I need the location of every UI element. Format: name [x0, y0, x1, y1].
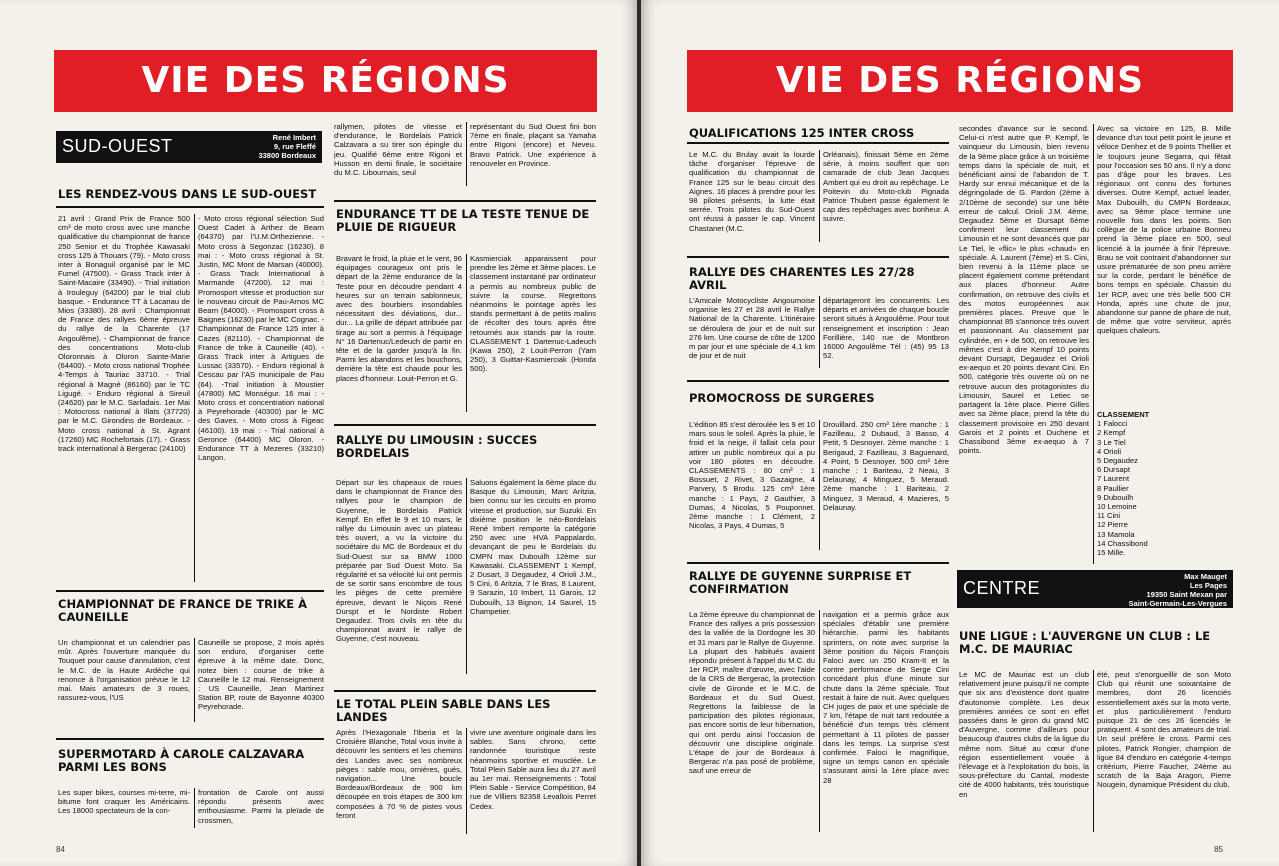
article-charentes-col1: L'Amicale Motocycliste Angoumoise organise les 27 et 28 avril le Rallye National de la Charente. L'itinéraire se déroulera de jour et de nuit sur 276 km. Une course de côte de 1200 m par jour et une spéciale de 4,1 km de jour et de nuit	[689, 296, 815, 361]
divider	[334, 690, 596, 692]
article-promocross-col1: L'édition 85 s'est déroulée les 9 et 10 mars sous le soleil. Après la pluie, le froid et la neige, il fallait cela pour attirer un public nombreux qui a pu voir 180 pilotes en découdre. CLASSEMENTS : 80 cm³ : 1 Bossuet, 2 Rivet, 3 Gazaigne, 4 Parvery, 5 Brodu. 125 cm³ 1ère manche : 1 Pays, 2 Gauthier, 3 Dumas, 4 Nicolas, 5 Pouponnet. 2ème manche : 1 Clément, 2 Nicolas, 3 Pays, 4 Dumas, 5	[689, 420, 815, 531]
divider	[334, 200, 596, 202]
column-rule	[466, 478, 467, 674]
column-rule	[194, 788, 195, 828]
article-sable-col1: Après l'Hexagonale l'Iberia et la Croisière Blanche, Total vous invite à découvrir les sentiers et les chemins des Landes avec ses nombreux pièges : sable mou, ornières, gués, navigation... Une boucle Bordeaux/Bordeaux de 900 km découpée en trois étapes de 300 km composées à 70 % de pistes vous feront	[336, 728, 462, 820]
article-rdv-col1: 21 avril : Grand Prix de France 500 cm³ de moto cross avec une manche qualificative du championnat de france 250 Senior et du Trophée Kawasaki cross 125 à Thouars (79). - Moto cross inter à Bonaguil organisé par le MC Fumel (47500). - Grass Track inter à Saint-Macaire (33490). - Trial initiation à Irouleguy (64200) par le trial club basque. - Endurance TT à Lacanau de Mios (33380). 28 avril : Championnat de France des rallyes 6ème épreuve du rallye de la Charente (17 Angoulême). - Championnat de france des concentrations Moto-club Oloronnais à Oloron Sainte-Marie (64400). - Moto cross national Trophée 4-Temps à Tauriac 33710. - Trial régional à Magné (86160) par le TC Ligugé. - Enduro régional à Sireuil (24620) par le M.C. Sarladais. 1er Mai : Motocross national à Illats (37720) par le M.C. Girondins de Bordeaux. - Moto cross national à St. Agrant (17260) MC Rochefortais (17). - Grass track international à Bergerac (24100)	[58, 214, 190, 454]
heading-limousin: RALLYE DU LIMOUSIN : SUCCES BORDELAIS	[336, 433, 538, 460]
divider	[687, 380, 949, 382]
banner-left: VIE DES RÉGIONS	[54, 50, 597, 112]
column-rule	[194, 214, 195, 582]
article-supermotard-col1: Les super bikes, courses mi-terre, mi-bitume font craquer les Américains. Les 18000 spectateurs de la con-	[58, 788, 190, 816]
classement-list: CLASSEMENT 1 Falocci 2 Kempf 3 Le Tiel 4 Orioli 5 Degaudez 6 Dursapt 7 Laurent 8 Paullier 9 Dubouilh 10 Lemoine 11 Cini 12 Pierre 13 Mamola 14 Chassibond 15 Mille.	[1097, 410, 1231, 570]
column-rule	[1093, 124, 1094, 564]
column-rule	[466, 728, 467, 834]
article-endurance-col2: Kasmierciak apparaissent pour prendre les 2ème et 3ème places. Le classement instantané par ordinateur a permis au nombreux public de suivre la course. Regrettons néanmoins le pointage après les stands permettant à de petits malins de récolter des tours après être retournés aux stands par la route. CLASSEMENT 1 Dartenuc-Ladeuch (Kawa 250), 2 Louit-Perron (Yam 250), 3 Guittar-Kasmierciak (Honda 500).	[470, 254, 596, 374]
article-guyenne-col3: secondes d'avance sur le second. Celui-ci n'est autre que P. Kempf, le vainqueur du Limousin, bien revenu de la 9ème place grâce à un troisième temps dans la spéciale de nuit, et bénéficiant ainsi de l'abandon de T. Hardy sur ennui mécanique et de la dégringolade de G. Pardon (2ème à 2/10ème de seconde) sur une bête erreur de calcul. Orioli J.M. 4ème, Degaudez 5ème et Dursapt 6ème confirment leur classement du Limousin et ne sont devancés que par Le Tiel, le «flic» le plus «chaud» en spéciale. A. Laurent (7ème) et S. Cini, bien revenu à la 11ème place se placent également comme prétendant aux places d'honneur. Autre confirmation, on retrouve des civils et des motos européennes aux premières places. Preuve que le championnat 85 s'annonce très ouvert et passionnant. Au classement par cylindrée, en + de 500, on retrouve les mêmes c'est à dire Kempf 10 points devant Dursapt, Degaudez et Orioli ex-aequo et 20 points devant Cini. En 500, catégorie très ouverte où on ne retrouve aucun des protagonistes du Limousin, Saurel et Letiec se partagent la 1ère place. Pierre Gilles avec sa 2ème place, prend la tête du classement provisoire en 250 devant Garois et 2 points et Duchene et Chassibond 3ème ex-aequo à 7 points.	[959, 124, 1089, 456]
article-limousin-col2: Saluons également la 6ème place du Basque du Limousin, Marc Aritzia, bien connu sur les circuits en promo vitesse et production, sur Suzuki. En dixième position le néo-Bordelais René Imbert remporte la catégorie 250 avec une HVA Pappalardo, devançant de peu le Bordelais du CMPN max Dubouilh 12ème sur Kawasaki. CLASSEMENT 1 Kempf, 2 Dusart, 3 Degaudez, 4 Orioli J.M., 5 Cini, 6 Aritzia, 7 le Bras, 8 Laurent, 9 Sarazin, 10 Imbert, 11 Garois, 12 Dubouilh, 13 Bignon, 14 Saurel, 15 Champetier.	[470, 478, 596, 616]
article-promocross-col2: Drouillard. 250 cm³ 1ère manche : 1 Fazilleau, 2 Dubaud, 3 Basso, 4 Petit, 5 Desnoyer. 2ème manche : 1 Berigaud, 2 Fazilleau, 3 Baguenard, 4 Point, 5 Desnoyer. 500 cm³ 1ère manche : 1 Bariteau, 2 Neau, 3 Delaunay, 4 Minguez, 5 Meraud. 2ème manche : 1 Bariteau, 2 Minguez, 3 Meraud, 4 Mazieres, 5 Delaunay.	[823, 420, 949, 512]
region-address: René Imbert 9, rue Fleffé 33800 Bordeaux	[258, 133, 316, 160]
heading-qualifications: QUALIFICATIONS 125 INTER CROSS	[689, 126, 915, 140]
divider	[56, 738, 324, 740]
heading-rendez-vous: LES RENDEZ-VOUS DANS LE SUD-OUEST	[58, 187, 317, 201]
article-endurance-col1: Bravant le froid, la pluie et le vent, 96 équipages courageux ont pris le départ de la 2ème endurance de la Teste pour en découdre pendant 4 heures sur un terrain sablonneux, avec des bourbiers insondables nécessitant des déviations, dur... dur... La grille de départ attribuée par tirage au sort a permis à l'équipage N° 16 Dartenuc/Ledeuch de partir en tête et de la garder jusqu'à la fin. Parmi les abandons et les bouchons, derrière la tête est chaude pour les places d'honneur. Louit-Perron et G.	[336, 254, 462, 383]
article-supermotard-cont-col4: représentant du Sud Ouest fini bon 7ème en finale, plaçant sa Yamaha entre Rigoni (encore) et Neveu. Bravo Patrick. Une expérience à renouveler en Province.	[470, 122, 596, 168]
article-rdv-col2: - Moto cross régional sélection Sud Ouest Cadet à Arthez de Bearn (64370) par l'U.M.Orthezienne. - Moto cross à Segonzac (16230). 8 mai : - Moto cross régional à St. Justin, MC Mont de Marsan (40000). - Grass Track International à Marmande (47200). 12 mai : Promosport vitesse et production sur le nouveau circuit de Pau-Arnos MC Bearn (64000). - Promosport cross à Baignes (16230) par le MC Cognac. - Championnat de France 125 inter à Cazes (82110). - Championnat de France de trike à Cauneille (40). - Grass Track inter à Artigues de Lussac (33570). - Enduro régional à Cescau par l'AS municipale de Pau (64). -Trial initiation à Moustier (47800) MC Monségur. 16 mai : - Moto cross et concentration national à Peyrehorade (40300) par le MC des Gaves. - Moto cross à Figeac (46100). 19 mai : - Trial national à Geronce (64400) MC Oloron. - Endurance TT à Mezeres (33210) Langon.	[198, 214, 324, 463]
article-charentes-col2: départageront les concurrents. Les départs et arrivées de chaque boucle seront situés à Angoulême. Pour tout renseignement et inscription : Jean Forillière, 140 rue de Montbron 16000 Angoulême Tél : (45) 95 13 52.	[823, 296, 949, 361]
divider	[56, 206, 324, 208]
right-page	[641, 0, 1279, 866]
column-rule	[466, 122, 467, 186]
article-sable-col2: vivre une aventure originale dans les sables. Sans chrono, cette randonnée touristique reste néanmoins sportive et musclée. Le Total Plein Sable aura lieu du 27 avril au 1er mai. Renseignements : Total Plein Sable - Service Compétition, 84 rue de Villiers 92358 Levallois Perret Cedex.	[470, 728, 596, 811]
heading-ligue-auvergne: UNE LIGUE : L'AUVERGNE UN CLUB : LE M.C. DE MAURIAC	[959, 629, 1211, 656]
column-rule	[819, 150, 820, 242]
heading-supermotard: SUPERMOTARD À CAROLE CALZAVARA PARMI LES BONS	[58, 747, 305, 774]
banner-right: VIE DES RÉGIONS	[687, 50, 1233, 112]
region-name: CENTRE	[963, 578, 1041, 598]
region-address: Max Mauget Les Pages 19350 Saint Mexan par Saint-Germain-Les-Vergues	[1128, 572, 1227, 608]
column-rule	[194, 638, 195, 722]
article-guyenne-col1: La 2ème épreuve du championnat de France des rallyes a pris possession des la vallée de la Dordogne les 30 et 31 mars par le Rallye de Guyenne. La plupart des habitués avaient répondu présent à l'appel du M.C. du 1er RCP, maître d'œuvre, avec l'aide de la CRS de Bergerac, la protection civile de Gironde et le M.C. de Bordeaux et du Sud Ouest. Regrettons la faiblesse de la participation des pilotes régionaux, pas encore sortis de leur hibernation, qui ont perdu ainsi l'occasion de découvrir une discipline originale. L'étape de jour de Bordeaux à Bergerac n'a pas posé de problème, sauf une erreur de	[689, 610, 815, 776]
column-rule	[819, 610, 820, 832]
heading-promocross: PROMOCROSS DE SURGERES	[689, 391, 875, 405]
article-qualif-col2: Orléanais), finissait 5ème en 2ème série, à moins souffert que son camarade de club Jean Jacques Ambert qui eu droit au repêchage. Le Poitevin du Moto-club Pignada Patrice Thubert passe également le cap des repêchages avec bonheur. A suivre.	[823, 150, 949, 224]
article-ligue-col1: Le MC de Mauriac est un club relativement jeune puisqu'il ne compte que six ans d'existence dont quatre d'autonomie complète. Les deux premières années ce sont en effet passées dans le giron du grand MC d'Auvergne, comme d'ailleurs pour beaucoup d'autres clubs de la ligue du même nom. Situé au cœur d'une région essentiellement vouée à l'élevage et à l'exploitation du bois, la sous-préfecture du Cantal, modeste cité de 4000 habitants, très touristique en	[959, 670, 1089, 799]
page-number-left: 84	[56, 845, 65, 854]
article-guyenne-col4: Avec sa victoire en 125, B. Mille devance d'un tout petit point le jeune et véloce Denhez et de 9 points Thellier et le toujours jeune Segarra, qui fêtait pour l'occasion ses 50 ans. Il n'y a donc pas d'âge pour les braves. Les régionaux ont connu des fortunes diverses. Outre Kempf, actuel leader, Max Dubouilh, du CMPN Bordeaux, avec sa 9ème place termine une nouvelle fois dans les points. Son collègue de la police urbaine Bonneu prend la 3ème place en 500, seul licencié à la journée à finir l'épreuve. Brau se voit contraint d'abandonner sur usure prématurée de son pneu arrière sur la corde, perdant le bénéfice de bons temps en spéciale. Chassin du 1er RCP, avec une très belle 500 CR Honda, après une chute de jour, abandonne sur panne de phare de nuit, de même que votre serviteur, après quelques chaleurs.	[1097, 124, 1231, 336]
divider	[687, 562, 949, 564]
column-rule	[1093, 670, 1094, 832]
heading-charentes: RALLYE DES CHARENTES LES 27/28 AVRIL	[689, 265, 915, 292]
classement-title: CLASSEMENT	[1097, 410, 1150, 419]
region-box-sud-ouest	[56, 131, 322, 163]
divider	[56, 590, 324, 592]
divider	[687, 256, 949, 258]
article-ligue-col2: été, peut s'enorgueillir de son Moto Club qui réunit une soixantaine de membres, dont 26 licenciés essentiellement axés sur la moto verte, et plus particulièrement l'enduro puisque 21 de ces 26 licenciés le pratiquent. 4 sont des amateurs de trial. Un seul préfère le cross. Parmi ces pilotes, Patrick Rongier, champion de ligue 84 d'enduro en catégorie 4-temps critérium, Pierre Faucher, 24ème au scratch de la Baja Aragon, Pierre Nougein, dynamique Président du club,	[1097, 670, 1231, 790]
article-limousin-col1: Départ sur les chapeaux de roues dans le championnat de France des rallyes pour le champion de Guyenne, le Bordelais Patrick Kempf. En effet le 9 et 10 mars, le rallye du Limousin avec un plateau très ouvert, a vu la victoire du sociétaire du MC de Bordeaux et du Sud-Ouest sur sa BMW 1000 préparée par Sud Ouest Moto. Sa régularité et sa vélocité lui ont permis de se sortir sans encombre de tous les pièges de cette première épreuve, devant le Niçois René Durspt et le Nordiste Robert Degaudez. Trois civils en tête du championnat avant le rallye de Guyenne, c'est nouveau.	[336, 478, 462, 644]
heading-total-plein-sable: LE TOTAL PLEIN SABLE DANS LES LANDES	[336, 697, 551, 724]
article-guyenne-col2: navigation et a permis grâce aux spéciales d'établir une première hiérarchie. parmi les habitants sprinters, on note avec surprise la 3ème position du Niçois François Faloci avec un 250 Kram-It et la contre performance de Serge Cini concédant plus d'une minute sur chute dans la 2ème spéciale. Tout restait à faire de nuit. Avec quelques CH juges de paix et une spéciale de 7 km, l'étape de nuit tant redoutée a bénéficié d'un temps très clément permettant à 11 pilotes de passer dans les temps. La surprise s'est confirmée. Faloci le magnifique, signe un temps canon en spéciale s'assurant ainsi la 1ère place avec 28	[823, 610, 949, 785]
divider	[334, 424, 596, 426]
column-rule	[819, 420, 820, 550]
divider	[687, 142, 949, 144]
article-trike-col2: Cauneille se propose, 2 mois après son enduro, d'organiser cette épreuve à la même date. Donc, notez bien : course de trike à Cauneille le 12 mai. Renseignement : US Cauneille, Jean Martinez Station BP, route de Bayonne 40300 Peyrehorade.	[198, 638, 324, 712]
article-qualif-col1: Le M.C. du Brulay avait la lourde tâche d'organiser l'épreuve de qualification du championnat de France 125 sur le beau circuit des Aignes. 16 places à prendre pour les 98 pilotes présents, la lutte était serrée. Trois pilotes du Sud-Ouest ont réussi à passer le cap. Vincent Chastanet (M.C.	[689, 150, 815, 233]
column-rule	[819, 296, 820, 368]
region-box-centre	[957, 570, 1233, 608]
left-page	[0, 0, 637, 866]
article-supermotard-cont-col3: rallymen, pilotes de vitesse et d'endurance, le Bordelais Patrick Calzavara a su tirer son épingle du jeu. Qualifié 6ème entre Rigoni et Husson en demi finale, le sociétaire du M.C. Libournais, seul	[334, 122, 462, 178]
heading-endurance: ENDURANCE TT DE LA TESTE TENUE DE PLUIE DE RIGUEUR	[336, 207, 590, 234]
region-name: SUD-OUEST	[62, 136, 173, 156]
heading-trike: CHAMPIONNAT DE FRANCE DE TRIKE À CAUNEILLE	[58, 597, 307, 624]
page-number-right: 85	[1214, 845, 1223, 854]
heading-guyenne: RALLYE DE GUYENNE SURPRISE ET CONFIRMATION	[689, 569, 912, 596]
article-trike-col1: Un championnat et un calendrier pas mûr. Après l'ouverture manquée du Touquet pour cause d'annulation, c'est le M.C. de la Haute Ardèche qui renonce à l'organisation prévue le 12 mai. Mais amateurs de 3 roues, rassurez-vous, l'US	[58, 638, 190, 703]
article-supermotard-col2: frontation de Carole ont aussi répondu présents avec enthousiasme. Parmi la pleïade de crossmen,	[198, 788, 324, 825]
column-rule	[466, 254, 467, 412]
